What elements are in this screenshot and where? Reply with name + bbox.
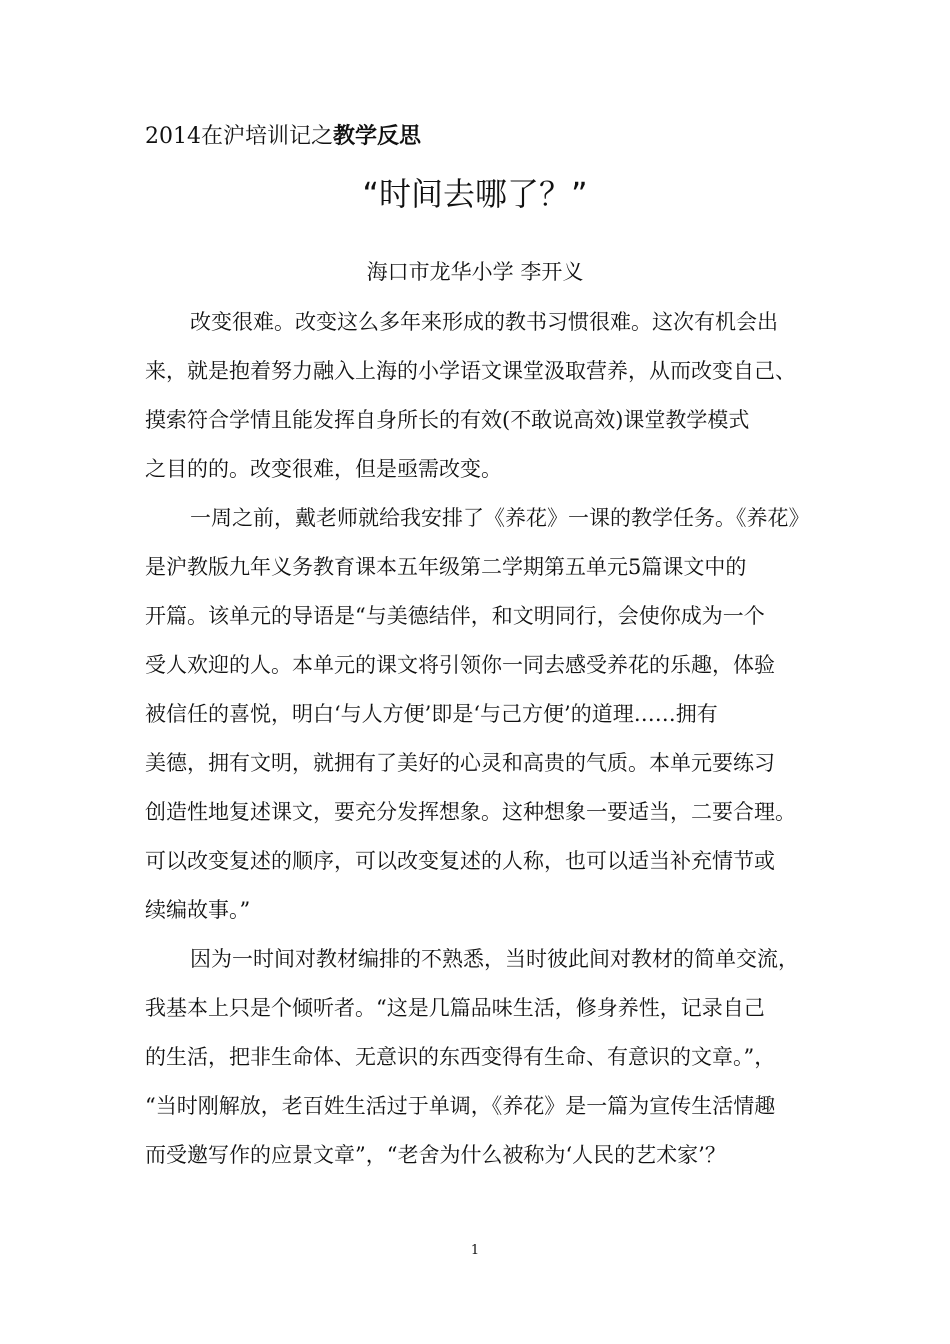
paragraph-line: 摸索符合学情且能发挥自身所长的有效(不敢说高效)课堂教学模式 [145, 408, 750, 432]
paragraph-line: “当时刚解放，老百姓生活过于单调，《养花》是一篇为宣传生活情趣 [145, 1094, 776, 1118]
paragraph-line: 的生活，把非生命体、无意识的东西变得有生命、有意识的文章。”， [145, 1045, 776, 1069]
paragraph-line: 美德，拥有文明，就拥有了美好的心灵和高贵的气质。本单元要练习 [145, 751, 775, 775]
header-emphasis: 教学反思 [333, 124, 422, 149]
author-line: 海口市龙华小学 李开义 [366, 260, 584, 284]
paragraph-line: 而受邀写作的应景文章”，“老舍为什么被称为‘人民的艺术家’？ [145, 1143, 726, 1167]
paragraph-line: 受人欢迎的人。本单元的课文将引领你一同去感受养花的乐趣，体验 [145, 653, 775, 677]
paragraph-line: 可以改变复述的顺序，可以改变复述的人称，也可以适当补充情节或 [145, 849, 775, 873]
paragraph-line: 被信任的喜悦，明白‘与人方便’即是‘与己方便’的道理……拥有 [145, 702, 718, 726]
paragraph-line: 我基本上只是个倾听者。“这是几篇品味生活，修身养性，记录自己 [145, 996, 765, 1020]
paragraph-line: 一周之前，戴老师就给我安排了《养花》一课的教学任务。《养花》 [190, 506, 810, 530]
paragraph-line: 是沪教版九年义务教育课本五年级第二学期第五单元5篇课文中的 [145, 555, 747, 579]
paragraph-line: 创造性地复述课文，要充分发挥想象。这种想象一要适当，二要合理。 [145, 800, 796, 824]
paragraph-line: 续编故事。” [145, 898, 251, 922]
header-prefix: 2014在沪培训记之 [145, 124, 333, 149]
document-title: “时间去哪了？” [362, 175, 588, 213]
paragraph-line: 来，就是抱着努力融入上海的小学语文课堂汲取营养，从而改变自己、 [145, 359, 796, 383]
paragraph-line: 开篇。该单元的导语是“与美德结伴，和文明同行，会使你成为一个 [145, 604, 765, 628]
paragraph-line: 因为一时间对教材编排的不熟悉，当时彼此间对教材的简单交流， [190, 947, 799, 971]
paragraph-line: 改变很难。改变这么多年来形成的教书习惯很难。这次有机会出 [190, 310, 778, 334]
page-number: 1 [470, 1243, 480, 1258]
document-header [145, 122, 421, 152]
paragraph-line: 之目的的。改变很难，但是亟需改变。 [145, 457, 502, 481]
